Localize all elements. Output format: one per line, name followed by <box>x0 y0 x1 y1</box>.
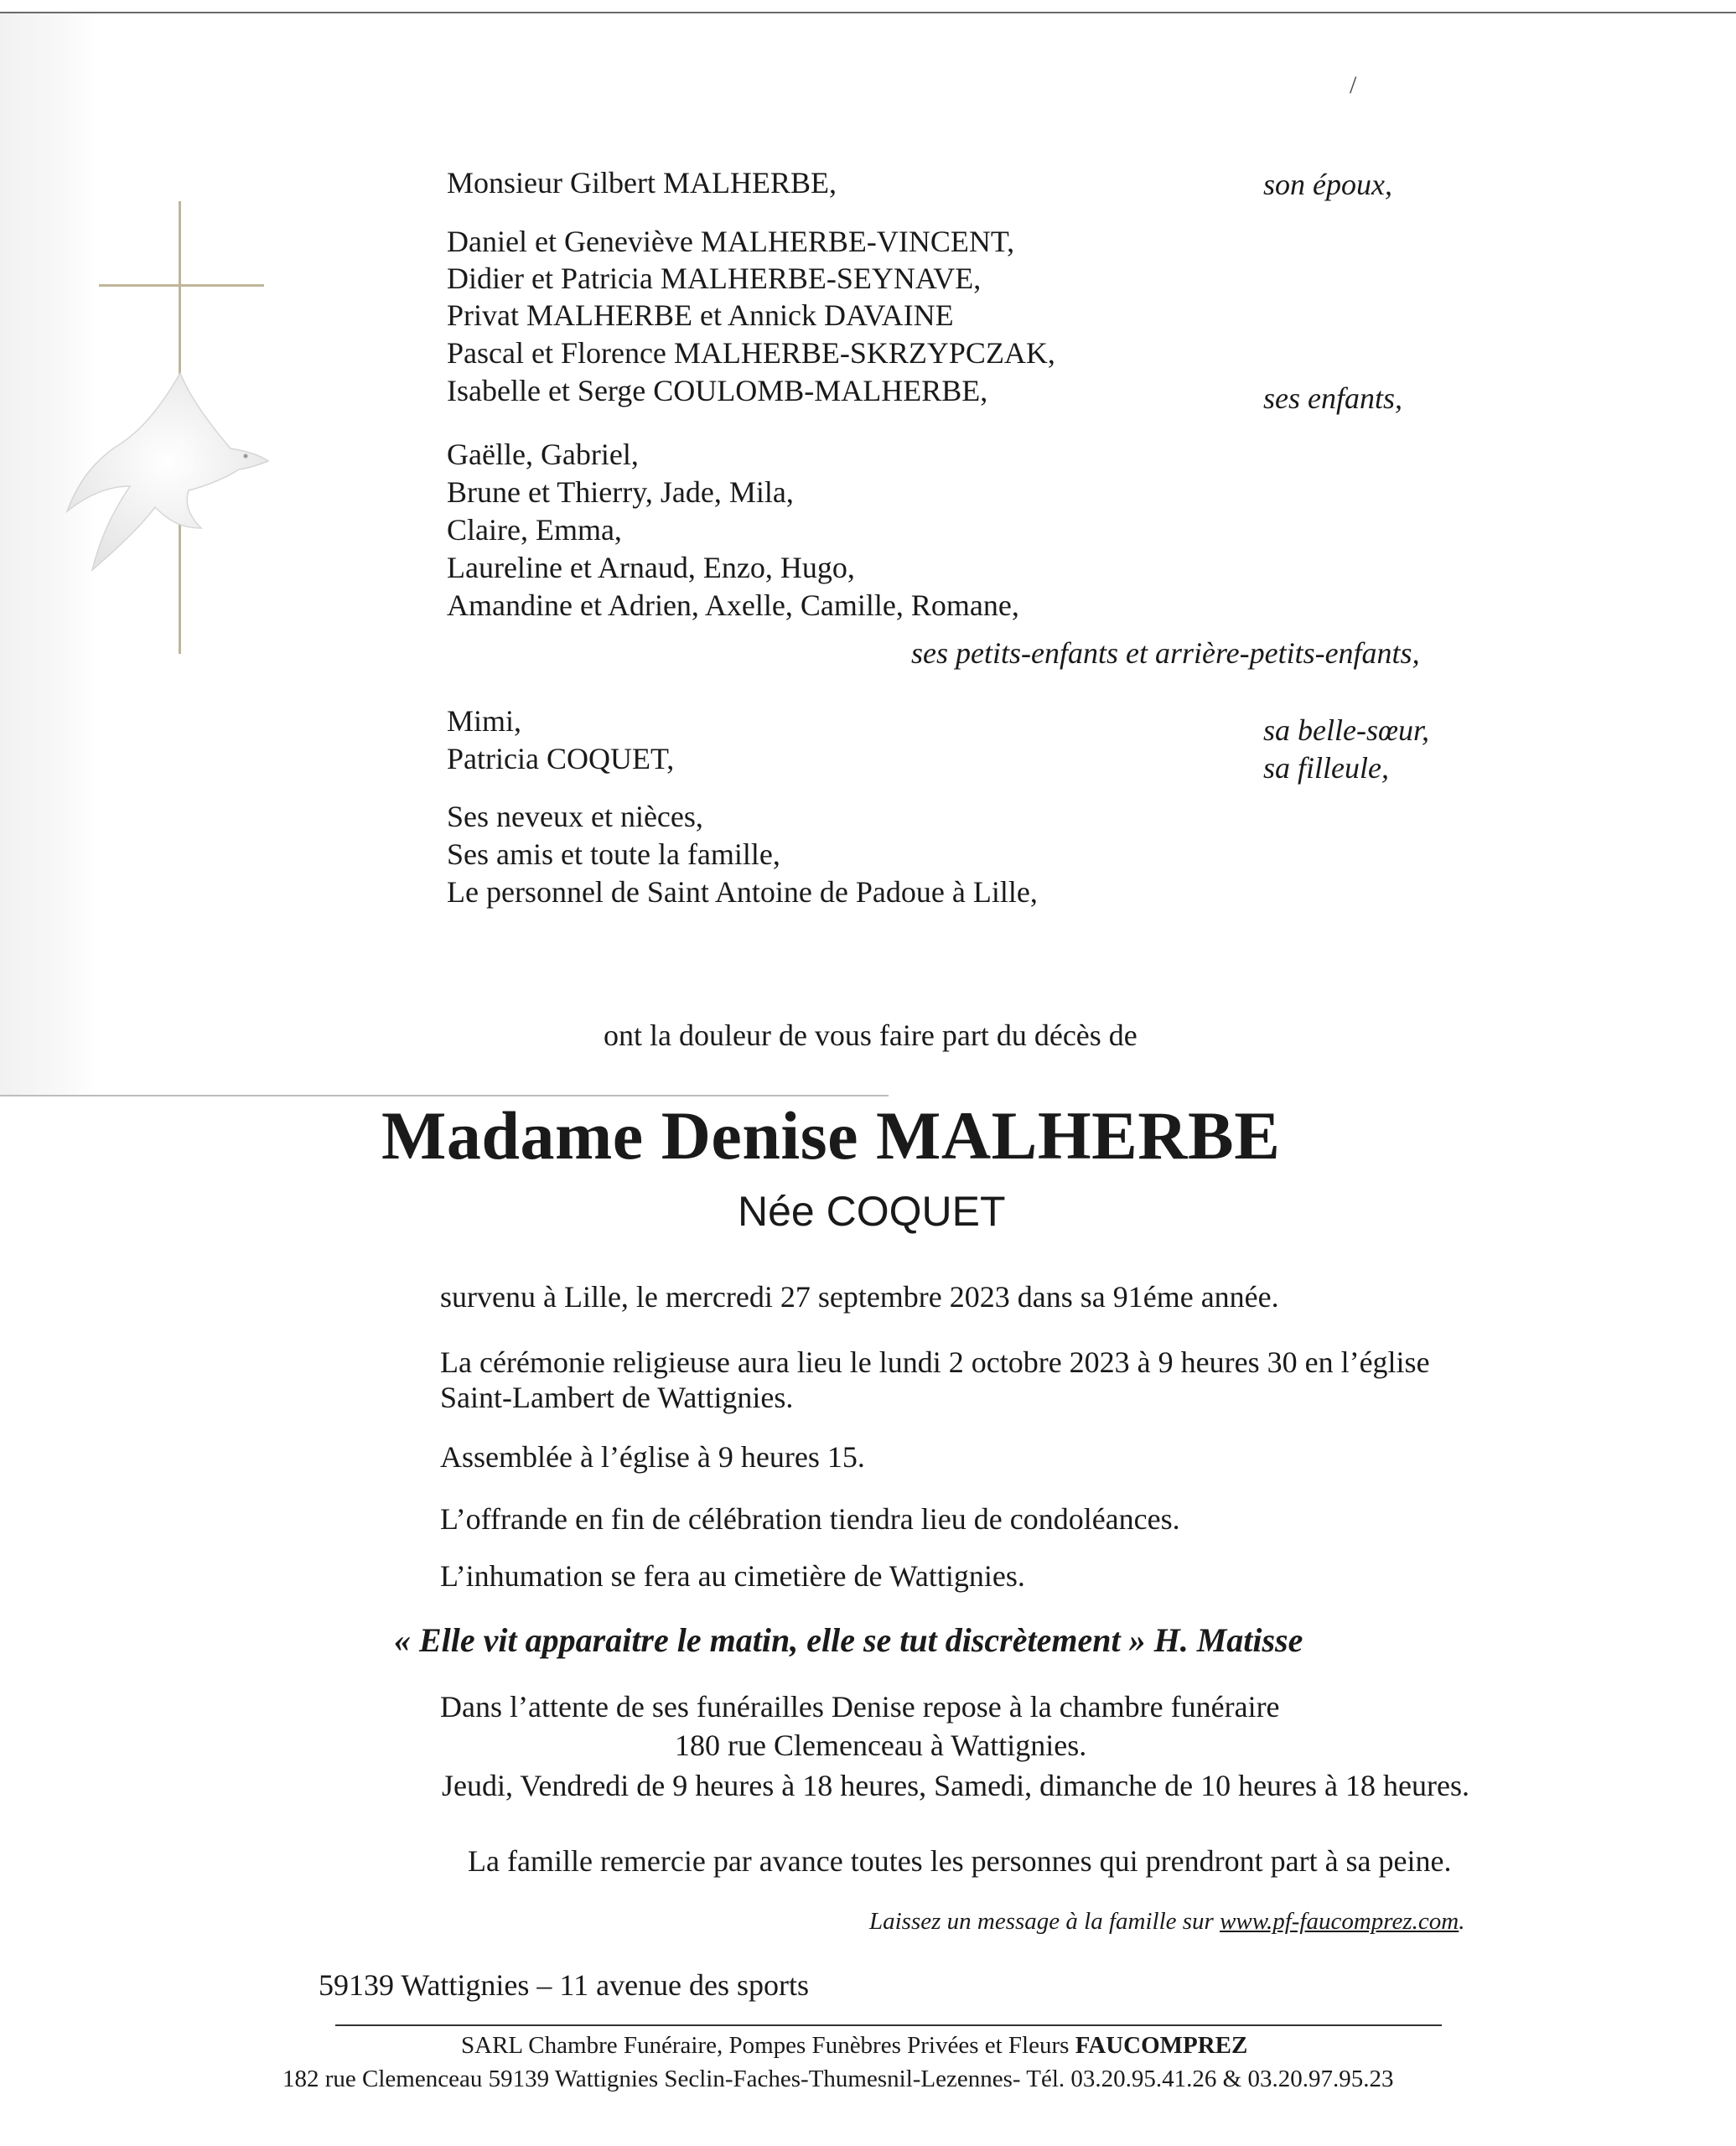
grandchildren-relation: ses petits-enfants et arrière-petits-enfants, <box>911 636 1420 670</box>
sister-in-law-relation: sa belle-sœur, <box>1263 713 1429 747</box>
grandchild-line: Amandine et Adrien, Axelle, Camille, Romane, <box>447 588 1019 622</box>
funeral-home-hours: Jeudi, Vendredi de 9 heures à 18 heures, Samedi, dimanche de 10 heures à 18 heures. <box>442 1769 1469 1802</box>
child-line: Isabelle et Serge COULOMB-MALHERBE, <box>447 374 988 407</box>
sister-in-law-name: Mimi, <box>447 704 522 738</box>
grandchild-line: Laureline et Arnaud, Enzo, Hugo, <box>447 551 855 584</box>
message-end: . <box>1459 1908 1465 1935</box>
maiden-name: Née COQUET <box>738 1188 1006 1235</box>
grandchild-line: Gaëlle, Gabriel, <box>447 438 639 471</box>
funeral-home-line-2: 180 rue Clemenceau à Wattignies. <box>675 1729 1087 1762</box>
announcement-text: ont la douleur de vous faire part du décès de <box>604 1019 1137 1052</box>
family-address: 59139 Wattignies – 11 avenue des sports <box>319 1968 810 2002</box>
ceremony-line-1: La cérémonie religieuse aura lieu le lundi 2 octobre 2023 à 9 heures 30 en l’église <box>440 1345 1430 1379</box>
others-line: Ses neveux et nièces, <box>447 800 703 833</box>
goddaughter-relation: sa filleule, <box>1263 751 1389 785</box>
company-line <box>461 2030 1247 2060</box>
child-line: Pascal et Florence MALHERBE-SKRZYPCZAK, <box>447 336 1055 370</box>
child-line: Privat MALHERBE et Annick DAVAINE <box>447 298 954 332</box>
burial-text: L’inhumation se fera au cimetière de Wattignies. <box>440 1559 1025 1593</box>
funeral-home-line-1: Dans l’attente de ses funérailles Denise repose à la chambre funéraire <box>440 1690 1280 1724</box>
assembly-text: Assemblée à l’église à 9 heures 15. <box>440 1440 865 1474</box>
others-line: Le personnel de Saint Antoine de Padoue à Lille, <box>447 875 1038 909</box>
cross-icon-horizontal <box>99 284 264 287</box>
company-address: 182 rue Clemenceau 59139 Wattignies Seclin-Faches-Thumesnil-Lezennes- Tél. 03.20.95.41.26 & 03.20.97.95.23 <box>282 2066 1394 2092</box>
death-details: survenu à Lille, le mercredi 27 septembre 2023 dans sa 91éme année. <box>440 1280 1279 1314</box>
others-line: Ses amis et toute la famille, <box>447 837 780 871</box>
husband-relation: son époux, <box>1263 168 1392 201</box>
website-link[interactable]: www.pf-faucomprez.com <box>1220 1908 1459 1935</box>
grandchild-line: Brune et Thierry, Jade, Mila, <box>447 475 794 509</box>
grandchild-line: Claire, Emma, <box>447 513 622 547</box>
message-line <box>869 1906 1465 1936</box>
ceremony-line-2: Saint-Lambert de Wattignies. <box>440 1381 794 1414</box>
child-line: Didier et Patricia MALHERBE-SEYNAVE, <box>447 262 982 295</box>
message-text: Laissez un message à la famille sur <box>869 1908 1220 1935</box>
footer-rule <box>335 2024 1442 2026</box>
husband-name: Monsieur Gilbert MALHERBE, <box>447 166 837 200</box>
quote: « Elle vit apparaitre le matin, elle se tut discrètement » H. Matisse <box>394 1621 1303 1659</box>
company-name: FAUCOMPREZ <box>1075 2032 1248 2059</box>
thanks-text: La famille remercie par avance toutes les personnes qui prendront part à sa peine. <box>468 1844 1452 1878</box>
goddaughter-name: Patricia COQUET, <box>447 742 675 775</box>
top-rule <box>0 12 1736 13</box>
pen-mark: / <box>1350 71 1357 99</box>
child-line: Daniel et Geneviève MALHERBE-VINCENT, <box>447 225 1015 258</box>
children-relation: ses enfants, <box>1263 381 1402 415</box>
deceased-name: Madame Denise MALHERBE <box>381 1097 1281 1174</box>
offering-text: L’offrande en fin de célébration tiendra lieu de condoléances. <box>440 1502 1180 1536</box>
company-prefix: SARL Chambre Funéraire, Pompes Funèbres Privées et Fleurs <box>461 2032 1075 2059</box>
dove-icon <box>63 369 281 578</box>
